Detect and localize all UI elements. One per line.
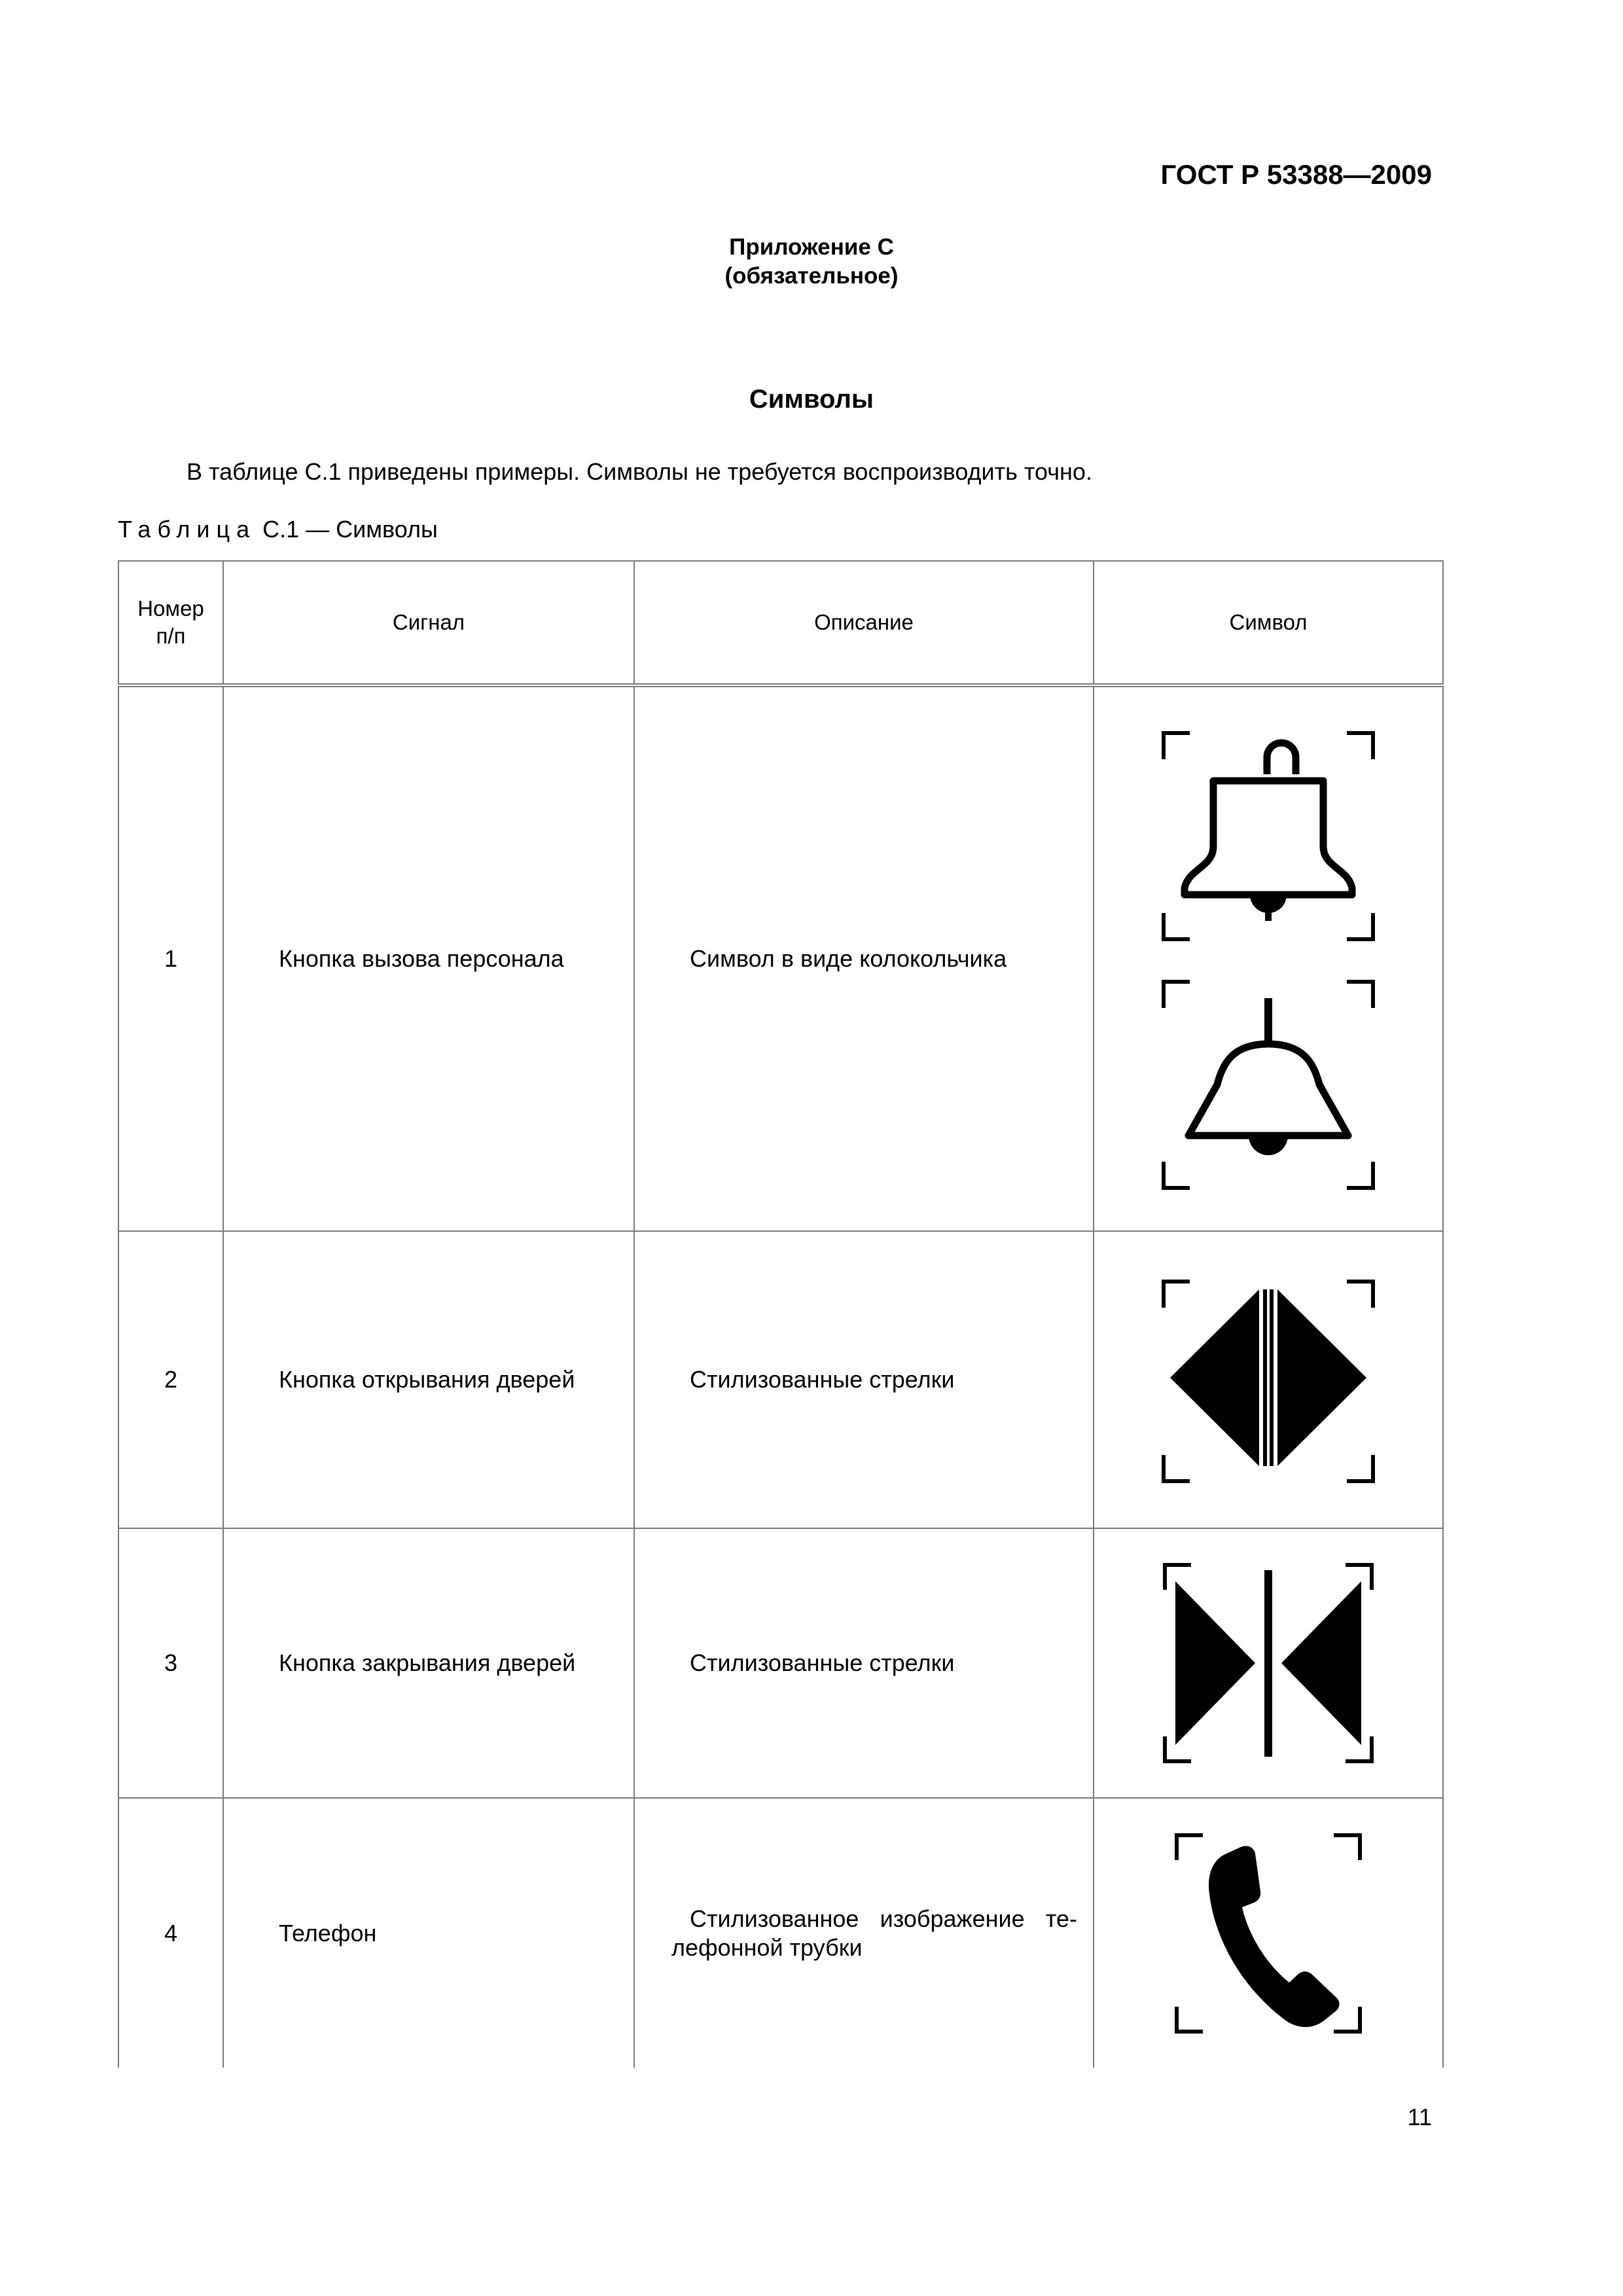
table-row — [118, 1231, 1443, 1528]
column-header-number-line2: п/п — [156, 624, 186, 648]
door-open-arrows-icon — [1150, 1268, 1386, 1491]
row-description-line1: Стилизованное изображение те- — [690, 1905, 1077, 1932]
row-number: 3 — [118, 1528, 223, 1798]
table-row — [118, 1528, 1443, 1798]
table-header-row — [118, 561, 1443, 685]
column-header-signal: Сигнал — [223, 561, 634, 685]
row-symbol — [1094, 1231, 1443, 1528]
table-row — [118, 1798, 1443, 2068]
row-signal: Кнопка открывания дверей — [223, 1231, 634, 1528]
row-signal: Кнопка закрывания дверей — [223, 1528, 634, 1798]
appendix-status: (обязательное) — [724, 263, 899, 289]
telephone-handset-icon — [1150, 1822, 1386, 2045]
document-id: ГОСТ Р 53388—2009 — [1160, 159, 1432, 190]
page-number: 11 — [1407, 2104, 1432, 2130]
intro-paragraph: В таблице С.1 приведены примеры. Символы не требуется воспроизводить точно. — [187, 458, 1092, 485]
row-number: 4 — [118, 1798, 223, 2068]
appendix-title: Приложение С — [729, 234, 894, 260]
table-row — [118, 685, 1443, 1231]
row-number: 2 — [118, 1231, 223, 1528]
row-symbol — [1094, 1528, 1443, 1798]
row-description: Стилизованные стрелки — [634, 1528, 1094, 1798]
row-description — [634, 1798, 1094, 2068]
bell-icon — [1150, 723, 1386, 946]
table-caption — [118, 516, 438, 543]
symbols-table — [118, 560, 1444, 2068]
row-number: 1 — [118, 685, 223, 1231]
door-close-arrows-icon — [1150, 1552, 1386, 1774]
table-caption-rest: С.1 — Символы — [256, 516, 438, 543]
appendix-heading — [0, 233, 1623, 291]
row-signal: Телефон — [223, 1798, 634, 2068]
row-symbol — [1094, 1798, 1443, 2068]
bell-on-cord-icon — [1150, 972, 1386, 1194]
row-signal: Кнопка вызова персонала — [223, 685, 634, 1231]
column-header-number-line1: Номер — [137, 596, 204, 620]
column-header-description: Описание — [634, 561, 1094, 685]
table-caption-prefix: Таблица — [118, 516, 257, 543]
section-title: Символы — [749, 385, 874, 414]
column-header-symbol: Символ — [1094, 561, 1443, 685]
row-description-line2: лефонной трубки — [671, 1933, 863, 1961]
row-description: Символ в виде колокольчика — [634, 685, 1094, 1231]
row-description: Стилизованные стрелки — [634, 1231, 1094, 1528]
column-header-number — [118, 561, 223, 685]
row-symbol — [1094, 685, 1443, 1231]
